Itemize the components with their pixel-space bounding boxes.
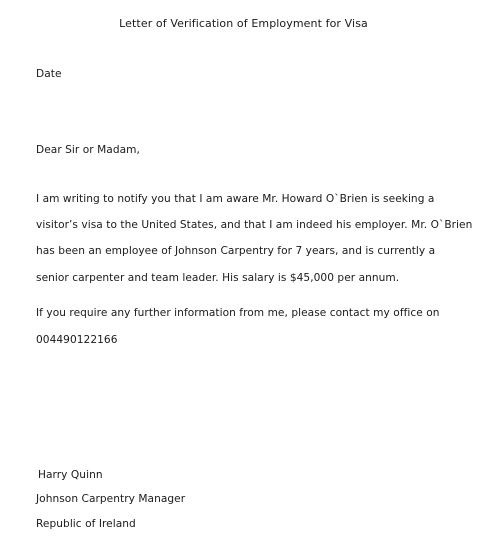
signature-location: Republic of Ireland — [36, 518, 136, 530]
body-line: senior carpenter and team leader. His salary is $45,000 per annum. — [36, 272, 400, 284]
contact-line: If you require any further information from me, please contact my office on — [36, 307, 440, 319]
salutation: Dear Sir or Madam, — [36, 144, 140, 156]
phone-number: 004490122166 — [36, 334, 118, 346]
signature-title: Johnson Carpentry Manager — [36, 493, 186, 505]
body-line: visitor’s visa to the United States, and that I am indeed his employer. Mr. O`Brien — [36, 219, 473, 231]
date-label: Date — [36, 68, 62, 80]
body-line: I am writing to notify you that I am aware Mr. Howard O`Brien is seeking a — [36, 193, 435, 205]
body-line: has been an employee of Johnson Carpentry for 7 years, and is currently a — [36, 245, 436, 257]
letter-title: Letter of Verification of Employment for Visa — [119, 17, 368, 30]
signature-name: Harry Quinn — [38, 469, 103, 481]
